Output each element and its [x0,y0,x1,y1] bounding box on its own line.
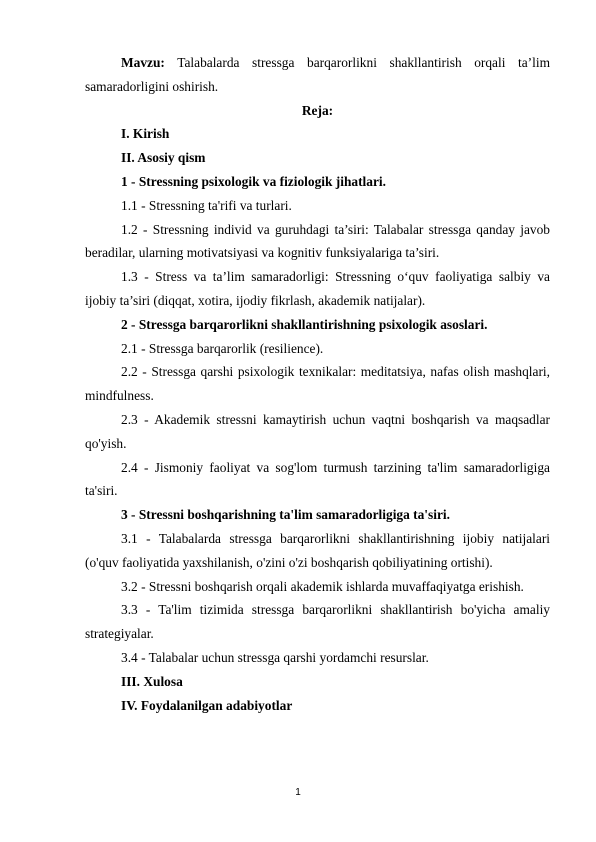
plan-item: 2 - Stressga barqarorlikni shakllantirishning psixologik asoslari. [121,316,488,332]
page-number: 1 [295,787,301,798]
plan-item: 1.1 - Stressning ta'rifi va turlari. [121,197,292,213]
plan-item: 3.4 - Talabalar uchun stressga qarshi yordamchi resurslar. [121,649,429,665]
document-page [85,51,550,717]
plan-item: 2.1 - Stressga barqarorlik (resilience). [121,340,324,356]
plan-item: 1.2 - Stressning individ va guruhdagi ta’siri: Talabalar stressga qanday javob beradilar, ularning motivatsiyasi va kognitiv funksiyalariga ta’siri. [85,221,550,261]
topic-text: Talabalarda stressga barqarorlikni shakllantirish orqali ta’lim samaradorligini oshirish. [85,55,550,94]
plan-item: I. Kirish [121,126,170,142]
plan-title: Reja: [301,102,334,118]
plan-item: IV. Foydalanilgan adabiyotlar [121,697,293,713]
plan-item: 1 - Stressning psixologik va fiziologik jihatlari. [121,173,386,189]
plan-item: 2.4 - Jismoniy faoliyat va sog'lom turmush tarzining ta'lim samaradorligiga ta'siri. [85,459,550,499]
plan-item: 1.3 - Stress va ta’lim samaradorligi: Stressning o‘quv faoliyatiga salbiy va ijobiy ta’siri (diqqat, xotira, ijodiy fikrlash, akademik natijalar). [85,269,550,308]
plan-list [85,122,550,717]
plan-item: 3 - Stressni boshqarishning ta'lim samaradorligiga ta'siri. [121,507,450,523]
plan-item: 3.3 - Ta'lim tizimida stressga barqarorlikni shakllantirish bo'yicha amaliy strategiyalar. [85,602,550,642]
plan-item: 3.2 - Stressni boshqarish orqali akademik ishlarda muvaffaqiyatga erishish. [121,578,524,594]
topic-paragraph [85,51,550,99]
plan-item: 2.3 - Akademik stressni kamaytirish uchun vaqtni boshqarish va maqsadlar qo'yish. [85,411,550,451]
topic-label: Mavzu: [121,55,165,70]
plan-item: 3.1 - Talabalarda stressga barqarorlikni shakllantirishning ijobiy natijalari (o'quv faoliyatida yaxshilanish, o'zini o'zi boshqarish qobiliyatining ortishi). [85,530,550,570]
plan-item: 2.2 - Stressga qarshi psixologik texnikalar: meditatsiya, nafas olish mashqlari, mindfulness. [85,364,550,404]
plan-item: II. Asosiy qism [121,150,206,166]
plan-item: III. Xulosa [121,673,183,689]
